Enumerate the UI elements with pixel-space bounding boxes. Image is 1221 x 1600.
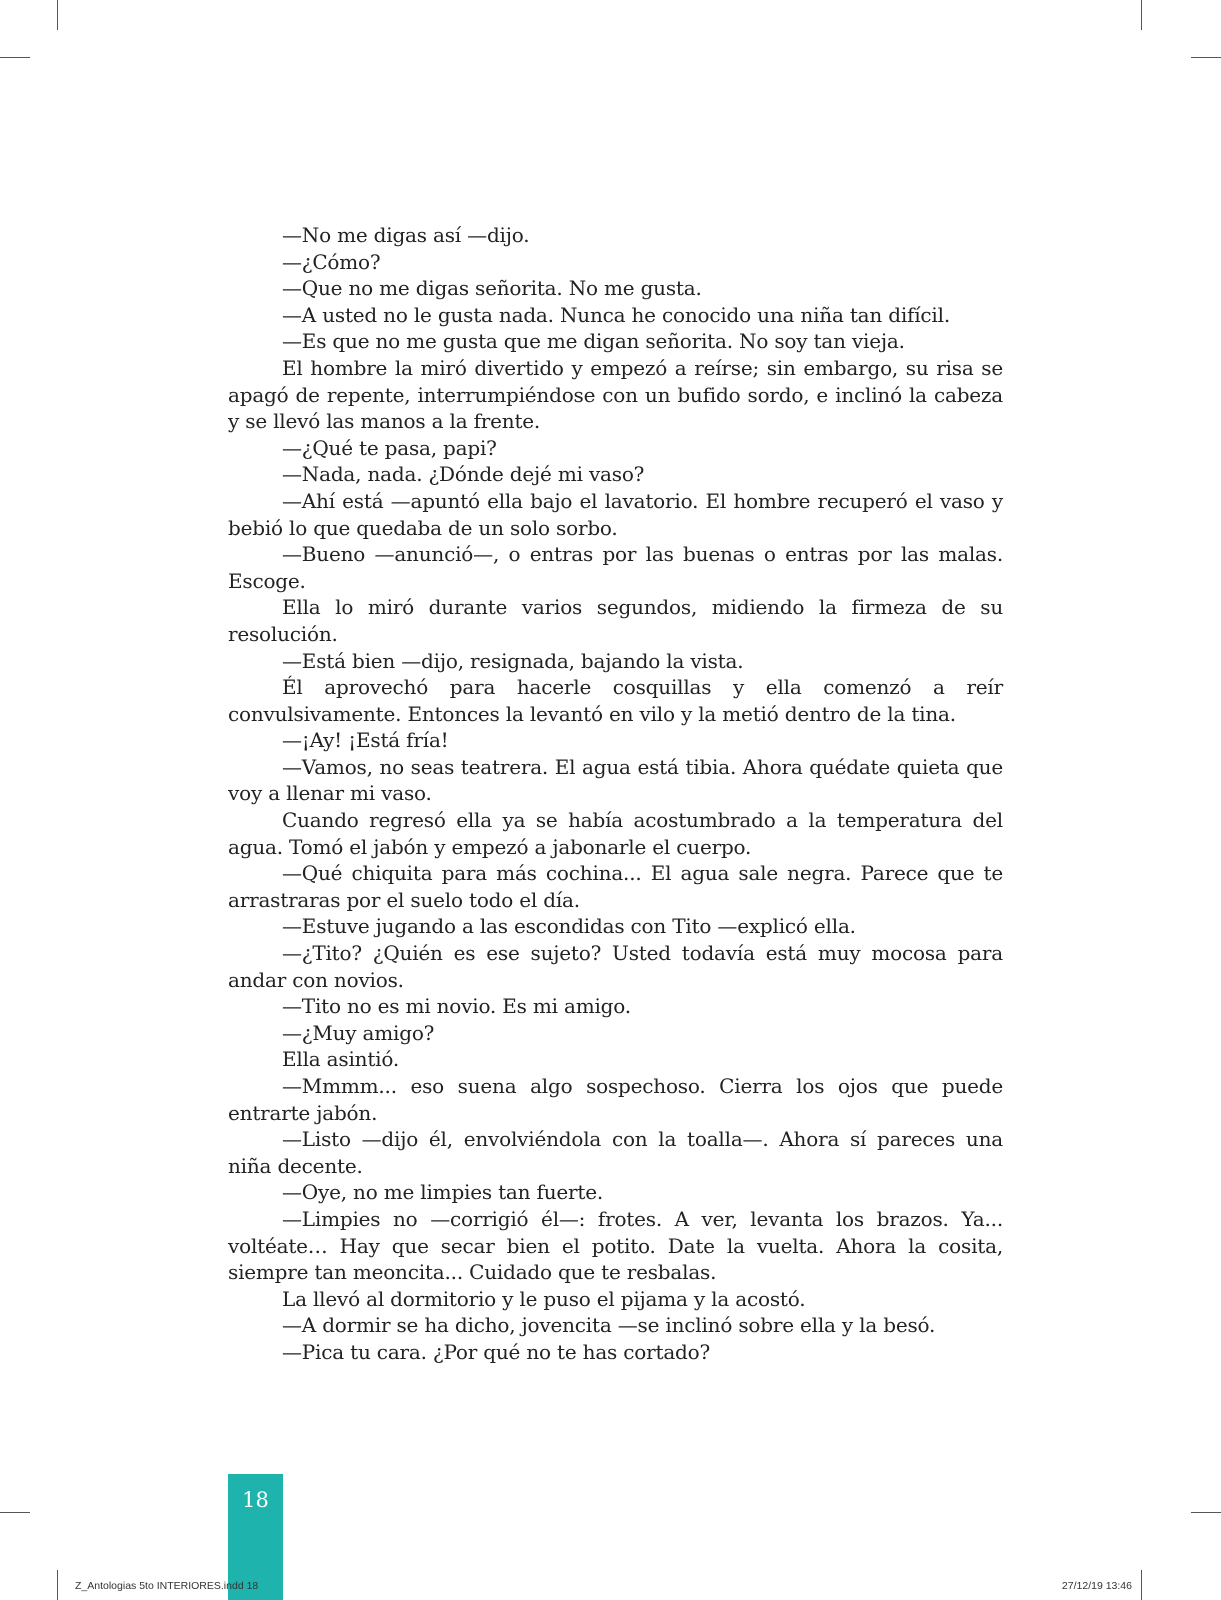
paragraph: —A dormir se ha dicho, jovencita —se inclinó sobre ella y la besó.	[282, 1313, 936, 1338]
paragraph: El hombre la miró divertido y empezó a reírse; sin embargo, su risa se apagó de repente, interrumpiéndose con un bufido sordo, e inclinó la cabeza y se llevó las manos a la frente.	[228, 355, 1003, 434]
paragraph: —¿Muy amigo?	[282, 1020, 435, 1045]
paragraph: —¿Cómo?	[282, 249, 381, 274]
paragraph: —Pica tu cara. ¿Por qué no te has cortado?	[282, 1339, 711, 1364]
paragraph: —Bueno —anunció—, o entras por las buenas o entras por las malas. Escoge.	[228, 542, 1003, 593]
slug-date: 27/12/19 13:46	[1061, 1580, 1132, 1592]
paragraph: —Está bien —dijo, resignada, bajando la vista.	[282, 648, 744, 673]
crop-mark-top-left-h	[0, 57, 30, 58]
paragraph: —Listo —dijo él, envolviéndola con la toalla—. Ahora sí pareces una niña decente.	[228, 1127, 1003, 1178]
paragraph: —Ahí está —apuntó ella bajo el lavatorio. El hombre recuperó el vaso y bebió lo que quedaba de un solo sorbo.	[228, 488, 1003, 540]
crop-mark-bottom-left-h	[0, 1512, 30, 1513]
paragraph: —¿Tito? ¿Quién es ese sujeto? Usted todavía está muy mocosa para andar con novios.	[228, 941, 1003, 992]
paragraph: Ella lo miró durante varios segundos, midiendo la firmeza de su resolución.	[228, 595, 1003, 646]
paragraph: —No me digas así —dijo.	[282, 223, 530, 247]
paragraph: —Vamos, no seas teatrera. El agua está tibia. Ahora quédate quieta que voy a llenar mi vaso.	[228, 754, 1003, 806]
crop-mark-bottom-right-h	[1191, 1512, 1221, 1513]
paragraph: —Mmmm... eso suena algo sospechoso. Cierra los ojos que puede entrarte jabón.	[228, 1074, 1003, 1125]
crop-mark-bottom-left	[57, 1570, 58, 1600]
paragraph: —Limpies no —corrigió él—: frotes. A ver, levanta los brazos. Ya... voltéate… Hay que secar bien el potito. Date la vuelta. Ahora la cosita, siempre tan meoncita... Cuidado que te resbalas.	[228, 1206, 1003, 1285]
paragraph: La llevó al dormitorio y le puso el pijama y la acostó.	[282, 1286, 806, 1311]
paragraph: —A usted no le gusta nada. Nunca he conocido una niña tan difícil.	[282, 302, 950, 327]
paragraph: —Que no me digas señorita. No me gusta.	[282, 276, 702, 301]
paragraph: Cuando regresó ella ya se había acostumbrado a la temperatura del agua. Tomó el jabón y empezó a jabonarle el cuerpo.	[228, 808, 1003, 859]
paragraph: —Tito no es mi novio. Es mi amigo.	[282, 994, 631, 1019]
paragraph: —Nada, nada. ¿Dónde dejé mi vaso?	[282, 462, 645, 487]
crop-mark-bottom-right	[1141, 1570, 1142, 1600]
crop-mark-top-right-h	[1191, 57, 1221, 58]
paragraph: —Qué chiquita para más cochina... El agua sale negra. Parece que te arrastraras por el suelo todo el día.	[228, 861, 1003, 912]
paragraph: —Es que no me gusta que me digan señorita. No soy tan vieja.	[282, 329, 905, 354]
paragraph: —Estuve jugando a las escondidas con Tito —explicó ella.	[282, 914, 856, 939]
crop-mark-top-left	[57, 0, 58, 30]
crop-mark-top-right	[1141, 0, 1142, 30]
page-number: 18	[242, 1488, 269, 1512]
paragraph: —Oye, no me limpies tan fuerte.	[282, 1180, 604, 1205]
paragraph: Él aprovechó para hacerle cosquillas y ella comenzó a reír convulsivamente. Entonces la levantó en vilo y la metió dentro de la tina.	[228, 675, 1003, 726]
story-text	[228, 222, 1003, 1366]
slug-filename: Z_Antologias 5to INTERIORES.indd 18	[75, 1580, 259, 1592]
paragraph: Ella asintió.	[282, 1047, 400, 1072]
paragraph: —¡Ay! ¡Está fría!	[282, 728, 449, 753]
paragraph: —¿Qué te pasa, papi?	[282, 435, 497, 460]
